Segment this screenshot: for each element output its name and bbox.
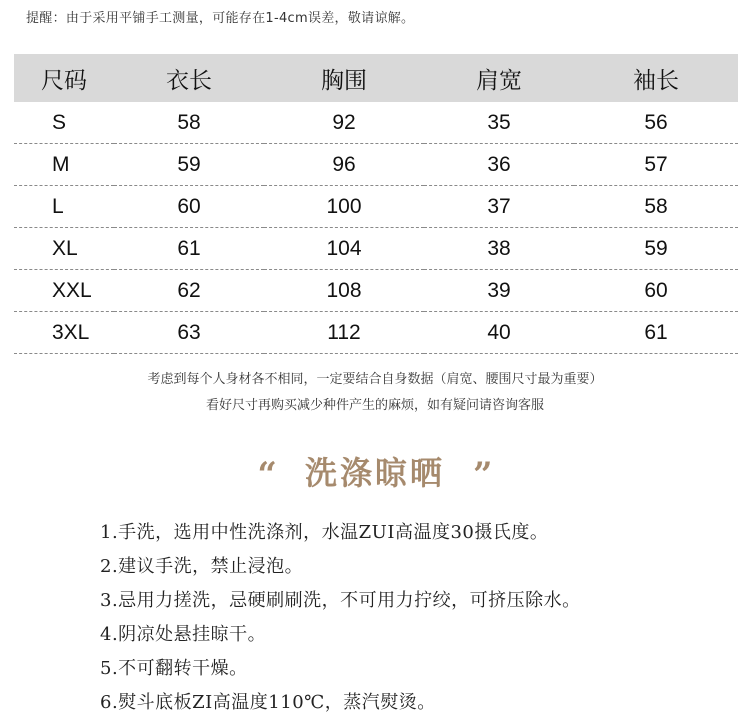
cell-chest: 92: [264, 102, 424, 144]
cell-sleeve: 58: [574, 186, 738, 228]
list-item: 6.熨斗底板ZI高温度110℃，蒸汽熨烫。: [100, 692, 436, 713]
cell-shoulder: 37: [424, 186, 574, 228]
size-chart-header-row: [14, 54, 738, 102]
cell-shoulder: 35: [424, 102, 574, 144]
wash-care-title: 洗涤晾晒: [304, 454, 445, 492]
header-size: 尺码: [14, 54, 114, 102]
header-shoulder: 肩宽: [424, 54, 574, 102]
table-row: [14, 186, 738, 228]
cell-shoulder: 40: [424, 312, 574, 354]
table-row: [14, 144, 738, 186]
cell-size: XL: [14, 228, 114, 270]
wash-care-heading: [0, 448, 750, 495]
table-row: [14, 102, 738, 144]
size-advice-line-1: 考虑到每个人身材各不相同，一定要结合自身数据（肩宽、腰围尺寸最为重要）: [147, 372, 603, 387]
size-advice-line-2: 看好尺寸再购买减少种件产生的麻烦，如有疑问请咨询客服: [205, 398, 544, 413]
cell-size: 3XL: [14, 312, 114, 354]
header-sleeve: 袖长: [574, 54, 738, 102]
list-item: 1.手洗，选用中性洗涤剂，水温ZUI高温度30摄氏度。: [100, 522, 549, 543]
header-chest: 胸围: [264, 54, 424, 102]
cell-size: M: [14, 144, 114, 186]
cell-length: 59: [114, 144, 264, 186]
cell-sleeve: 57: [574, 144, 738, 186]
cell-length: 63: [114, 312, 264, 354]
cell-sleeve: 60: [574, 270, 738, 312]
cell-length: 58: [114, 102, 264, 144]
list-item: 3.忌用力搓洗，忌硬刷刷洗，不可用力拧绞，可挤压除水。: [100, 590, 581, 611]
measurement-notice: 提醒：由于采用平铺手工测量，可能存在1-4cm误差，敬请谅解。: [26, 11, 415, 26]
open-quote: “: [257, 455, 277, 495]
cell-chest: 96: [264, 144, 424, 186]
cell-shoulder: 38: [424, 228, 574, 270]
cell-chest: 108: [264, 270, 424, 312]
size-chart-table: [14, 54, 738, 354]
header-length: 衣长: [114, 54, 264, 102]
cell-chest: 112: [264, 312, 424, 354]
cell-shoulder: 36: [424, 144, 574, 186]
cell-size: L: [14, 186, 114, 228]
list-item: 5.不可翻转干燥。: [100, 658, 248, 679]
cell-size: XXL: [14, 270, 114, 312]
care-instructions-list: [100, 518, 581, 722]
table-row: [14, 270, 738, 312]
cell-size: S: [14, 102, 114, 144]
cell-sleeve: 56: [574, 102, 738, 144]
table-row: [14, 312, 738, 354]
cell-sleeve: 61: [574, 312, 738, 354]
cell-length: 62: [114, 270, 264, 312]
cell-chest: 104: [264, 228, 424, 270]
close-quote: ”: [473, 455, 493, 495]
cell-sleeve: 59: [574, 228, 738, 270]
list-item: 4.阴凉处悬挂晾干。: [100, 624, 267, 645]
cell-chest: 100: [264, 186, 424, 228]
table-row: [14, 228, 738, 270]
cell-shoulder: 39: [424, 270, 574, 312]
cell-length: 60: [114, 186, 264, 228]
cell-length: 61: [114, 228, 264, 270]
list-item: 2.建议手洗，禁止浸泡。: [100, 556, 304, 577]
